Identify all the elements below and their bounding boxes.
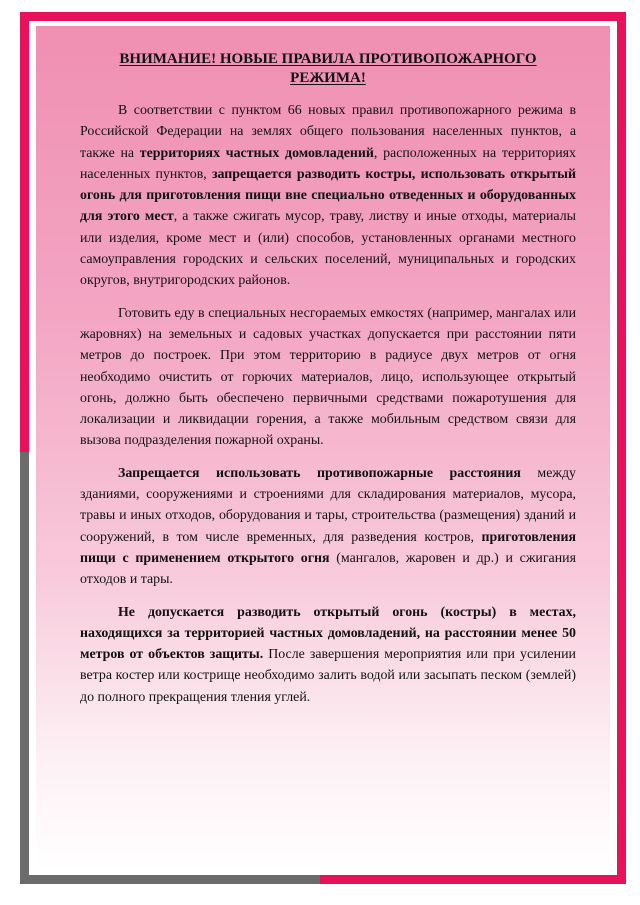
paragraph-4 xyxy=(80,602,576,708)
paragraph-3-text: между зданиями, сооружениями и строениями для складирования материалов, мусора, травы и иных отходов, оборудования и тары, строительства (размещения) зданий и сооружений, в том числе временных, для разведения костров, xyxy=(80,465,576,545)
frame-bottom-border-pink xyxy=(320,875,626,884)
paragraph-3-text: (мангалов, жаровен и др.) и сжигания отходов и тары. xyxy=(80,550,576,588)
paragraph-4-text: После завершения мероприятия или при усилении ветра костер или кострище необходимо залить водой или засыпать песком (землей) до полного прекращения тления углей. xyxy=(80,647,576,705)
paragraph-1-text: В соответствии с пунктом 66 новых правил противопожарного режима в Российской Федерации на землях общего пользования населенных пунктов, а также на xyxy=(80,103,576,161)
paragraph-3-emphasis: Запрещается использовать противопожарные расстояния xyxy=(118,465,521,481)
paragraph-3-emphasis: приготовления пищи с применением открытого огня xyxy=(80,529,576,566)
paragraph-1-text: , расположенных на территориях населенных пунктов, xyxy=(80,145,576,182)
paragraph-2-text: Готовить еду в специальных несгораемых емкостях (например, мангалах или жаровнях) на земельных и садовых участках допускается при расстоянии пяти метров до построек. При этом территорию в радиусе двух метров от огня необходимо очистить от горючих материалов, лицо, использующее открытый огонь, должно быть обеспечено первичными средствами пожаротушения для локализации и ликвидации горения, а также мобильным средством связи для вызова подразделения пожарной охраны. xyxy=(80,305,576,449)
paragraph-1 xyxy=(80,100,576,292)
paragraph-1-text: , а также сжигать мусор, траву, листву и иные отходы, материалы или изделия, кроме мест и (или) способов, установленных органами местного самоуправления городских и сельских поселений, муниципальных и городских округов, внутригородских районов. xyxy=(80,209,576,289)
paragraph-1-emphasis: территориях частных домовладений xyxy=(139,145,374,161)
frame-bottom-border-gray xyxy=(20,875,320,884)
paragraph-4-emphasis: Не допускается разводить открытый огонь (костры) в местах, находящихся за территорией частных домовладений, на расстоянии менее 50 метров от объектов защиты. xyxy=(80,604,576,663)
frame-left-border-gray xyxy=(20,452,29,884)
paragraph-2 xyxy=(80,303,576,452)
frame-left-border-pink xyxy=(20,12,29,452)
paragraph-3 xyxy=(80,463,576,591)
frame-right-border xyxy=(617,12,626,884)
notice-title: ВНИМАНИЕ! НОВЫЕ ПРАВИЛА ПРОТИВОПОЖАРНОГО РЕЖИМА! xyxy=(119,51,537,86)
frame-top-border xyxy=(20,12,626,21)
notice-content xyxy=(80,50,576,719)
paragraph-1-emphasis: запрещается разводить костры, использовать открытый огонь для приготовления пищи вне специально отведенных и оборудованных для этого мест xyxy=(80,166,576,225)
